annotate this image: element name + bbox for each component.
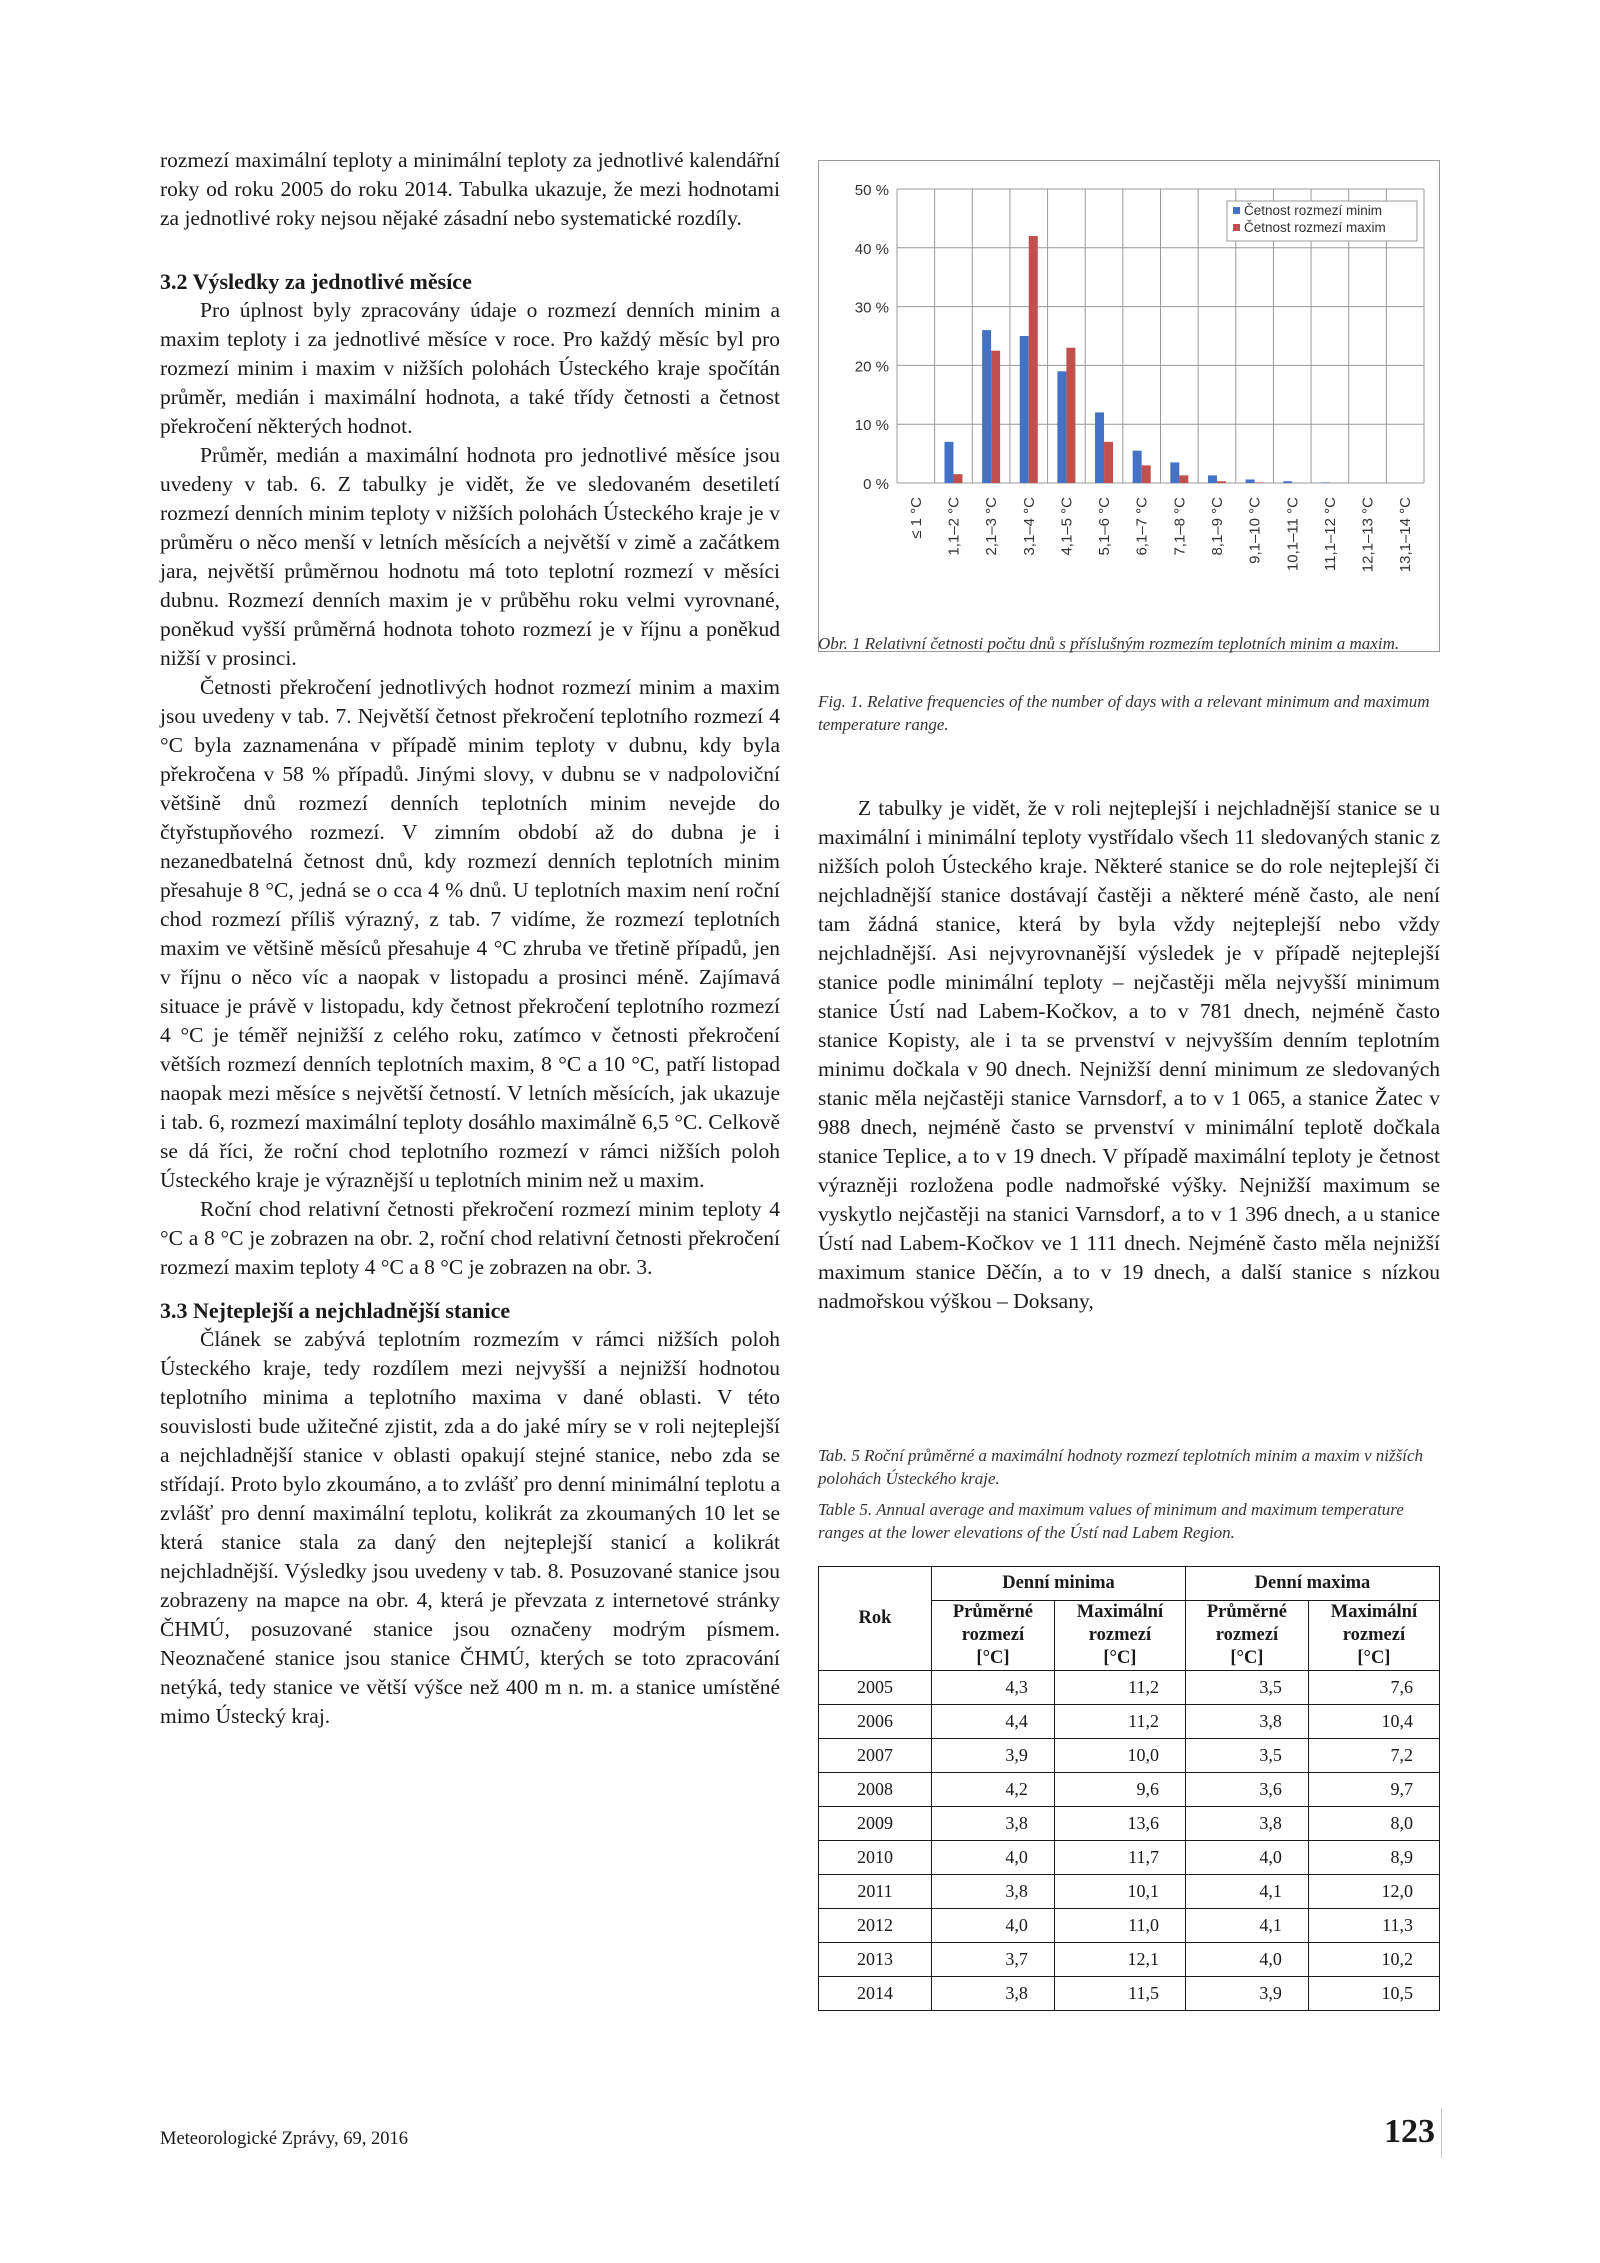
header-denni-maxima: Denní maxima xyxy=(1185,1567,1439,1601)
section-heading-3-3: 3.3 Nejteplejší a nejchladnější stanice xyxy=(160,1298,511,1323)
bar xyxy=(1246,479,1255,483)
table-caption-en: Table 5. Annual average and maximum values of minimum and maximum temperature ranges at the lower elevations of the Ústí nad Labem Region. xyxy=(818,1500,1404,1542)
bar xyxy=(1066,348,1075,483)
bar xyxy=(1029,236,1038,483)
bar xyxy=(1170,462,1179,483)
bar xyxy=(991,351,1000,483)
figure-1 xyxy=(818,160,1440,652)
bar xyxy=(1321,482,1330,483)
bar xyxy=(944,442,953,483)
table-row: 2010 4,0 11,7 4,0 8,9 xyxy=(819,1841,1440,1875)
header-rok: Rok xyxy=(819,1567,932,1671)
journal-footer: Meteorologické Zprávy, 69, 2016 xyxy=(160,2129,408,2149)
table-row: 2005 4,3 11,2 3,5 7,6 xyxy=(819,1671,1440,1705)
bar xyxy=(1020,336,1029,483)
x-tick-label: 13,1–14 °C xyxy=(1397,497,1415,573)
table-caption-cz: Tab. 5 Roční průměrné a maximální hodnoty rozmezí teplotních minim a maxim v nižších polohách Ústeckého kraje. xyxy=(818,1446,1424,1488)
header-max-prumerne: Průměrné rozmezí [°C] xyxy=(1185,1601,1308,1671)
table-row: 2011 3,8 10,1 4,1 12,0 xyxy=(819,1875,1440,1909)
paragraph: Průměr, medián a maximální hodnota pro jednotlivé měsíce jsou uvedeny v tab. 6. Z tabulky je vidět, že ve sledovaném desetiletí rozmezí denních minim teploty v nižších polohách Ústeckého kraje je v průměru o něco menší v letních měsících a největší v zimě a začátkem jara, největší průměrnou hodnotu má toto teplotní rozmezí v měsíci dubnu. Rozmezí denních maxim je v průběhu roku velmi vyrovnané, poněkud vyšší průměrná hodnota tohoto rozmezí je v říjnu a poněkud nižší v prosinci. xyxy=(160,443,780,670)
paragraph: Z tabulky je vidět, že v roli nejteplejší i nejchladnější stanice se u maximální i minimální teploty vystřídalo všech 11 sledovaných stanic z nižších poloh Ústeckého kraje. Některé stanice se do role nejteplejší či nejchladnější stanice dostávají častěji a některé méně často, ale není tam žádná stanice, která by byla vždy nejteplejší nebo vždy nejchladnější. Asi nejvyrovnanější výsledek je v případě nejteplejší stanice podle minimální teploty – nejčastěji měla nejvyšší minimum stanice Ústí nad Labem-Kočkov, a to v 781 dnech, nejméně často stanice Kopisty, ale i ta se prvenství v nejvyšším denním teplotním minimu dočkala v 90 dnech. Nejnižší denní minimum ze sledovaných stanic měla nejčastěji stanice Varnsdorf, a to v 1 065, a stanice Žatec v 988 dnech, nejméně často se prvenství v minimální teplotě dočkala stanice Teplice, a to v 19 dnech. V případě maximální teploty je četnost výrazněji rozložena podle nadmořské výšky. Nejnižší maximum se vyskytlo nejčastěji na stanici Varnsdorf, a to v 1 396 dnech, a u stanice Ústí nad Labem-Kočkov ve 1 111 dnech. Nejméně často měla nejnižší maximum stanice Děčín, a to v 19 dnech, a další stanice s nízkou nadmořskou výškou – Doksany, xyxy=(818,796,1440,1313)
bar xyxy=(1095,412,1104,483)
bar xyxy=(1283,481,1292,483)
legend-swatch xyxy=(1233,224,1240,231)
x-tick-label: 3,1–4 °C xyxy=(1020,497,1038,556)
paragraph: Článek se zabývá teplotním rozmezím v rámci nižších poloh Ústeckého kraje, tedy rozdílem mezi nejvyšší a nejnižší hodnotou teplotního minima a teplotního maxima v dané oblasti. V této souvislosti bude užitečné zjistit, zda a do jaké míry se v roli nejteplejší a nejchladnější stanice v oblasti opakují stejné stanice, nebo zda se střídají. Proto bylo zkoumáno, a to zvlášť pro denní minimální teplotu a zvlášť pro denní maximální teplotu, kolikrát za zkoumaných 10 let se která stanice stala za daný den nejteplejší stanicí a kolikrát nejchladnější. Výsledky jsou uvedeny v tab. 8. Posuzované stanice jsou zobrazeny na mapce na obr. 4, která je převzata z internetové stránky ČHMÚ, posuzované stanice jsou označeny modrým písmem. Neoznačené stanice jsou stanice ČHMÚ, kterých se toto zpracování netýká, tedy stanice ve větší výšce než 400 m n. m. a stanice umístěné mimo Ústecký kraj. xyxy=(160,1327,780,1728)
table-row: 2008 4,2 9,6 3,6 9,7 xyxy=(819,1773,1440,1807)
bar xyxy=(1057,371,1066,483)
x-tick-label: 8,1–9 °C xyxy=(1208,497,1226,556)
paragraph: rozmezí maximální teploty a minimální teploty za jednotlivé kalendářní roky od roku 2005 do roku 2014. Tabulka ukazuje, že mezi hodnotami za jednotlivé roky nejsou nějaké zásadní nebo systematické rozdíly. xyxy=(160,148,780,230)
header-denni-minima: Denní minima xyxy=(932,1567,1186,1601)
legend-label: Četnost rozmezí minim xyxy=(1244,203,1383,218)
page-number: 123 xyxy=(1384,2113,1435,2150)
table-row: 2014 3,8 11,5 3,9 10,5 xyxy=(819,1977,1440,2011)
header-min-maximalni: Maximální rozmezí [°C] xyxy=(1054,1601,1185,1671)
table-row: 2009 3,8 13,6 3,8 8,0 xyxy=(819,1807,1440,1841)
bar xyxy=(1104,442,1113,483)
table-row: 2007 3,9 10,0 3,5 7,2 xyxy=(819,1739,1440,1773)
x-tick-label: 1,1–2 °C xyxy=(945,497,963,556)
y-tick-label: 0 % xyxy=(863,476,889,493)
bar xyxy=(1208,475,1217,483)
x-tick-label: 4,1–5 °C xyxy=(1058,497,1076,556)
bar xyxy=(1179,475,1188,483)
bar xyxy=(953,474,962,483)
x-tick-label: 11,1–12 °C xyxy=(1321,497,1339,572)
table-row: 2006 4,4 11,2 3,8 10,4 xyxy=(819,1705,1440,1739)
divider xyxy=(1441,2108,1442,2158)
right-column xyxy=(818,794,1440,1316)
y-tick-label: 50 % xyxy=(854,182,889,199)
x-tick-label: 9,1–10 °C xyxy=(1246,497,1264,564)
paragraph: Roční chod relativní četnosti překročení rozmezí minim teploty 4 °C a 8 °C je zobrazen na obr. 2, roční chod relativní četnosti překročení rozmezí maxim teploty 4 °C a 8 °C je zobrazen na obr. 3. xyxy=(160,1197,780,1279)
x-tick-label: 6,1–7 °C xyxy=(1133,497,1151,556)
x-tick-label: 10,1–11 °C xyxy=(1284,497,1302,572)
table-row: 2012 4,0 11,0 4,1 11,3 xyxy=(819,1909,1440,1943)
x-tick-label: 2,1–3 °C xyxy=(983,497,1001,556)
header-min-prumerne: Průměrné rozmezí [°C] xyxy=(932,1601,1055,1671)
legend-label: Četnost rozmezí maxim xyxy=(1244,220,1386,235)
y-tick-label: 10 % xyxy=(854,417,889,435)
x-tick-label: 5,1–6 °C xyxy=(1096,497,1114,556)
x-tick-label: ≤ 1 °C xyxy=(907,497,925,539)
x-tick-label: 12,1–13 °C xyxy=(1359,497,1377,573)
left-column xyxy=(160,146,780,1731)
header-max-maximalni: Maximální rozmezí [°C] xyxy=(1308,1601,1439,1671)
bar xyxy=(1255,482,1264,483)
bar xyxy=(982,330,991,483)
x-tick-label: 7,1–8 °C xyxy=(1171,497,1189,556)
table-row: 2013 3,7 12,1 4,0 10,2 xyxy=(819,1943,1440,1977)
section-heading-3-2: 3.2 Výsledky za jednotlivé měsíce xyxy=(160,269,472,294)
bar xyxy=(1133,451,1142,483)
y-tick-label: 20 % xyxy=(854,358,889,376)
legend-swatch xyxy=(1233,207,1240,214)
figure-caption-cz: Obr. 1 Relativní četnosti počtu dnů s příslušným rozmezím teplotních minim a maxim. xyxy=(818,634,1400,653)
paragraph: Četnosti překročení jednotlivých hodnot rozmezí minim a maxim jsou uvedeny v tab. 7. Největší četnost překročení teplotního rozmezí 4 °C byla zaznamenána v případě minim teploty v dubnu, kdy byla překročena v 58 % případů. Jinými slovy, v dubnu se v nadpoloviční většině dnů rozmezí denních teplotních minim nevejde do čtyřstupňového rozmezí. V zimním období až do dubna je i nezanedbatelná četnost dnů, kdy rozmezí denních teplotních minim přesahuje 8 °C, jedná se o cca 4 % dnů. U teplotních maxim není roční chod rozmezí příliš výrazný, z tab. 7 vidíme, že rozmezí teplotních maxim ve většině měsíců přesahuje 4 °C zhruba ve třetině případů, jen v říjnu o něco víc a naopak v listopadu a prosinci méně. Zajímavá situace je právě v listopadu, kdy četnost překročení teplotního rozmezí 4 °C je téměř nejnižší z celého roku, zatímco v četnosti překročení větších rozmezí denních teplotních maxim, 8 °C a 10 °C, patří listopad naopak mezi měsíce s největší četností. V letních měsících, jak ukazuje i tab. 6, rozmezí maximální teploty dosáhlo maximálně 6,5 °C. Celkově se dá říci, že roční chod teplotního rozmezí v rámci nižších poloh Ústeckého kraje je výraznější u teplotních minim než u maxim. xyxy=(160,675,780,1192)
bar-chart xyxy=(819,161,1439,651)
bar xyxy=(1217,481,1226,483)
table-5 xyxy=(818,1566,1440,2011)
paragraph: Pro úplnost byly zpracovány údaje o rozmezí denních minim a maxim teploty i za jednotlivé měsíce v roce. Pro každý měsíc byl pro rozmezí minim i maxim v nižších polohách Ústeckého kraje spočítán průměr, medián i maximální hodnota, a také třídy četnosti a četnost překročení některých hodnot. xyxy=(160,298,780,438)
y-tick-label: 30 % xyxy=(854,299,889,317)
y-tick-label: 40 % xyxy=(854,240,889,258)
bar xyxy=(1142,465,1151,483)
figure-caption-en: Fig. 1. Relative frequencies of the number of days with a relevant minimum and maximum temperature range. xyxy=(818,692,1430,734)
